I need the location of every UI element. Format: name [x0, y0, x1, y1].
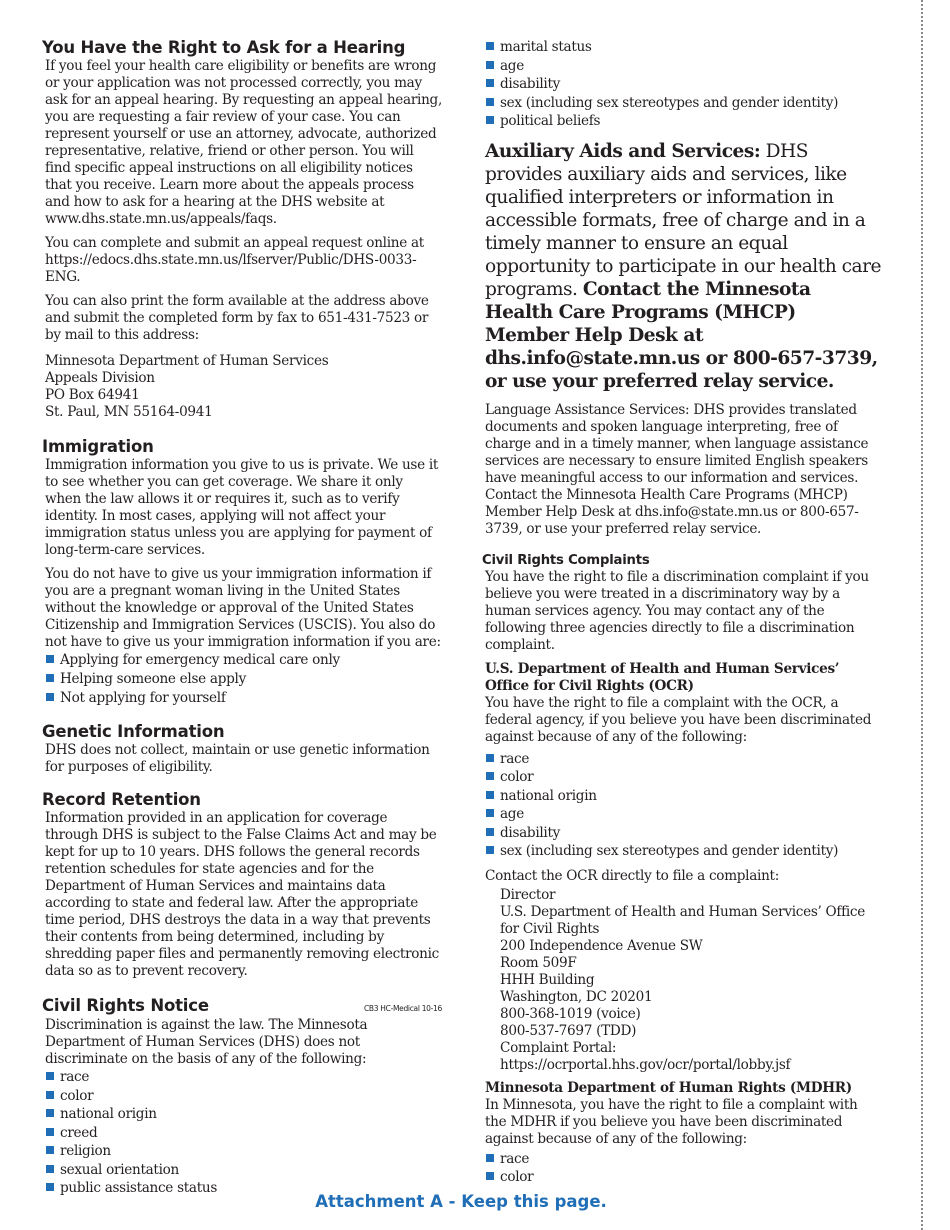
bullet-square-icon: [46, 1072, 54, 1080]
list-item: Not applying for yourself: [42, 689, 442, 708]
list-item: Applying for emergency medical care only: [42, 651, 442, 670]
bullet-square-icon: [486, 1154, 494, 1162]
bullet-square-icon: [46, 1109, 54, 1117]
address-line: Director: [500, 886, 556, 903]
bullet-square-icon: [486, 116, 494, 124]
complaint-portal-link[interactable]: https://ocrportal.hhs.gov/ocr/portal/lobby.jsf: [500, 1056, 791, 1073]
address-line: Washington, DC 20201: [500, 988, 653, 1005]
left-column: [42, 38, 442, 1198]
address-line: Complaint Portal:: [500, 1039, 617, 1056]
address-line: HHH Building: [500, 971, 595, 988]
address-line: 800-537-7697 (TDD): [500, 1022, 637, 1039]
civil-notice-list: [42, 1068, 442, 1198]
list-item: marital status: [482, 38, 882, 57]
genetic-paragraph: DHS does not collect, maintain or use genetic information for purposes of eligibility.: [45, 742, 430, 775]
right-column: [482, 38, 882, 1187]
address-line: Minnesota Department of Human Services: [45, 353, 329, 369]
bullet-square-icon: [46, 1128, 54, 1136]
bullet-square-icon: [486, 846, 494, 854]
list-item: race: [482, 750, 882, 769]
bullet-square-icon: [46, 1146, 54, 1154]
mdhr-list: [482, 1150, 882, 1187]
perforation-line: [921, 0, 923, 1230]
civil-notice-paragraph: Discrimination is against the law. The Minnesota Department of Human Services (DHS) does not discriminate on the basis of any of the following:: [45, 1017, 368, 1067]
list-item: race: [482, 1150, 882, 1169]
bullet-square-icon: [486, 828, 494, 836]
mdhr-heading: Minnesota Department of Human Rights (MDHR): [485, 1079, 852, 1096]
bullet-square-icon: [46, 1165, 54, 1173]
ocr-heading: U.S. Department of Health and Human Services’ Office for Civil Rights (OCR): [485, 660, 840, 694]
genetic-heading: Genetic Information: [42, 722, 225, 741]
immigration-paragraph-1: Immigration information you give to us is private. We use it to see whether you can get coverage. We share it only when the law allows it or requires it, such as to verify identity. In most cases, applying will not affect your immigration status unless you are applying for payment of long-term-care services.: [45, 457, 439, 558]
immigration-heading: Immigration: [42, 437, 154, 456]
ocr-address: [500, 887, 882, 1074]
list-item: public assistance status: [42, 1179, 442, 1198]
list-item: sex (including sex stereotypes and gender identity): [482, 842, 882, 861]
complaints-paragraph: You have the right to file a discrimination complaint if you believe you were treated in a discriminatory way by a human services agency. You may contact any of the following three agencies directly to file a discrimination complaint.: [485, 568, 869, 653]
address-line: 800-368-1019 (voice): [500, 1005, 641, 1022]
list-item: sex (including sex stereotypes and gender identity): [482, 94, 882, 113]
auxiliary-aids-paragraph: [485, 140, 882, 393]
ocr-paragraph: You have the right to file a complaint with the OCR, a federal agency, if you believe you have been discriminated against because of any of the following:: [485, 694, 872, 745]
bullet-square-icon: [486, 98, 494, 106]
civil-notice-list-continued: [482, 38, 882, 131]
list-item: religion: [42, 1142, 442, 1161]
complaints-heading: Civil Rights Complaints: [482, 552, 650, 568]
list-item: color: [482, 768, 882, 787]
retention-heading: Record Retention: [42, 790, 201, 809]
retention-paragraph: Information provided in an application for coverage through DHS is subject to the False Claims Act and may be kept for up to 10 years. DHS follows the general records retention schedules for state agencies and for the Department of Human Services and maintains data according to state and federal law. After the appropriate time period, DHS destroys the data in a way that prevents their contents from being determined, including by shredding paper files and permanently removing electronic data so as to prevent recovery.: [45, 810, 439, 979]
immigration-paragraph-2: You do not have to give us your immigration information if you are a pregnant woman living in the United States without the knowledge or approval of the United States Citizenship and Immigration Services (USCIS). You also do not have to give us your immigration information if you are:: [45, 566, 441, 650]
list-item: disability: [482, 824, 882, 843]
address-line: 200 Independence Avenue SW: [500, 937, 703, 954]
appeal-fax-paragraph: You can also print the form available at the address above and submit the completed form by fax to 651-431-7523 or by mail to this address:: [45, 293, 429, 343]
language-assistance-paragraph: Language Assistance Services: DHS provides translated documents and spoken language interpreting, free of charge and in a timely manner, when language assistance services are necessary to ensure limited English speakers have meaningful access to our information and services. Contact the Minnesota Health Care Programs (MHCP) Member Help Desk at dhs.info@state.mn.us or 800-657-3739, or use your preferred relay service.: [485, 401, 869, 537]
bullet-square-icon: [46, 1183, 54, 1191]
appeals-address: [45, 353, 442, 421]
list-item: sexual orientation: [42, 1161, 442, 1180]
list-item: race: [42, 1068, 442, 1087]
bullet-square-icon: [486, 791, 494, 799]
attachment-footer: Attachment A - Keep this page.: [315, 1192, 607, 1211]
appeal-online-paragraph: You can complete and submit an appeal request online at https://edocs.dhs.state.mn.us/lfserver/Public/DHS-0033-ENG.: [45, 235, 424, 285]
bullet-square-icon: [46, 655, 54, 663]
ocr-list: [482, 750, 882, 861]
auxiliary-aids-body: DHS provides auxiliary aids and services, like qualified interpreters or information in accessible formats, free of charge and in a timely manner to ensure an equal opportunity to participate in our health care programs.: [485, 140, 882, 300]
bullet-square-icon: [486, 1172, 494, 1180]
bullet-square-icon: [486, 61, 494, 69]
civil-notice-heading-row: [42, 996, 442, 1017]
address-line: PO Box 64941: [45, 387, 140, 403]
address-line: St. Paul, MN 55164-0941: [45, 404, 213, 420]
list-item: national origin: [42, 1105, 442, 1124]
list-item: creed: [42, 1124, 442, 1143]
hearing-heading: You Have the Right to Ask for a Hearing: [42, 38, 406, 57]
address-line: U.S. Department of Health and Human Services’ Office for Civil Rights: [500, 903, 865, 937]
list-item: political beliefs: [482, 112, 882, 131]
auxiliary-aids-lead: Auxiliary Aids and Services:: [485, 140, 761, 162]
mdhr-paragraph: In Minnesota, you have the right to file a complaint with the MDHR if you believe you have been discriminated against because of any of the following:: [485, 1096, 858, 1147]
list-item: color: [482, 1168, 882, 1187]
list-item: national origin: [482, 787, 882, 806]
bullet-square-icon: [486, 79, 494, 87]
bullet-square-icon: [46, 1091, 54, 1099]
immigration-list: [42, 651, 442, 708]
address-line: Appeals Division: [45, 370, 155, 386]
list-item: disability: [482, 75, 882, 94]
bullet-square-icon: [486, 772, 494, 780]
civil-notice-heading: Civil Rights Notice: [42, 996, 209, 1015]
form-code: CB3 HC-Medical 10-16: [363, 1004, 442, 1013]
bullet-square-icon: [486, 809, 494, 817]
auxiliary-aids-contact: Contact the Minnesota Health Care Programs (MHCP) Member Help Desk at dhs.info@state.mn.us or 800-657-3739, or use your preferred relay service.: [485, 278, 878, 392]
bullet-square-icon: [486, 42, 494, 50]
list-item: age: [482, 57, 882, 76]
list-item: age: [482, 805, 882, 824]
list-item: color: [42, 1087, 442, 1106]
list-item: Helping someone else apply: [42, 670, 442, 689]
bullet-square-icon: [46, 674, 54, 682]
bullet-square-icon: [486, 754, 494, 762]
ocr-contact-intro: Contact the OCR directly to file a complaint:: [485, 867, 779, 884]
bullet-square-icon: [46, 693, 54, 701]
address-line: Room 509F: [500, 954, 577, 971]
hearing-paragraph: If you feel your health care eligibility or benefits are wrong or your application was not processed correctly, you may ask for an appeal hearing. By requesting an appeal hearing, you are requesting a fair review of your case. You can represent yourself or use an attorney, advocate, authorized representative, relative, friend or other person. You will find specific appeal instructions on all eligibility notices that you receive. Learn more about the appeals process and how to ask for a hearing at the DHS website at www.dhs.state.mn.us/appeals/faqs.: [45, 58, 442, 227]
